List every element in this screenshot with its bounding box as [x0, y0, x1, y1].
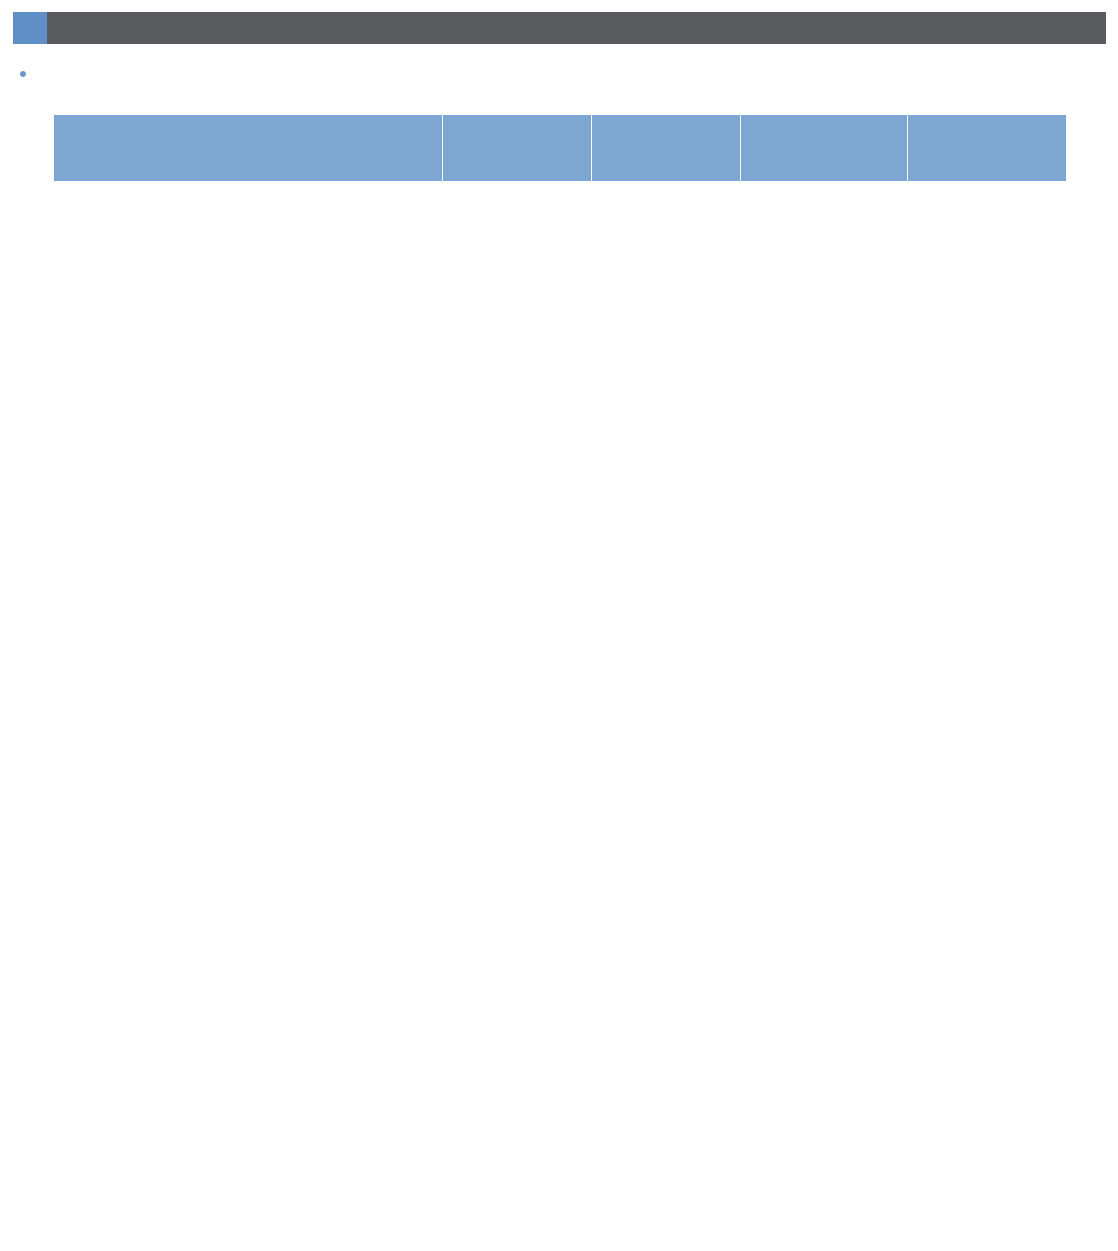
selection-table: [53, 114, 1067, 182]
column-header-0: [54, 115, 443, 182]
column-header-2: [592, 115, 741, 182]
column-header-4: [908, 115, 1067, 182]
column-header-3: [741, 115, 908, 182]
column-header-1: [443, 115, 592, 182]
title-bar: [13, 12, 1106, 44]
bullet-icon: [20, 71, 26, 77]
title-accent: [13, 12, 47, 44]
spec-line: [20, 64, 38, 88]
table-header-row: [54, 115, 1067, 182]
